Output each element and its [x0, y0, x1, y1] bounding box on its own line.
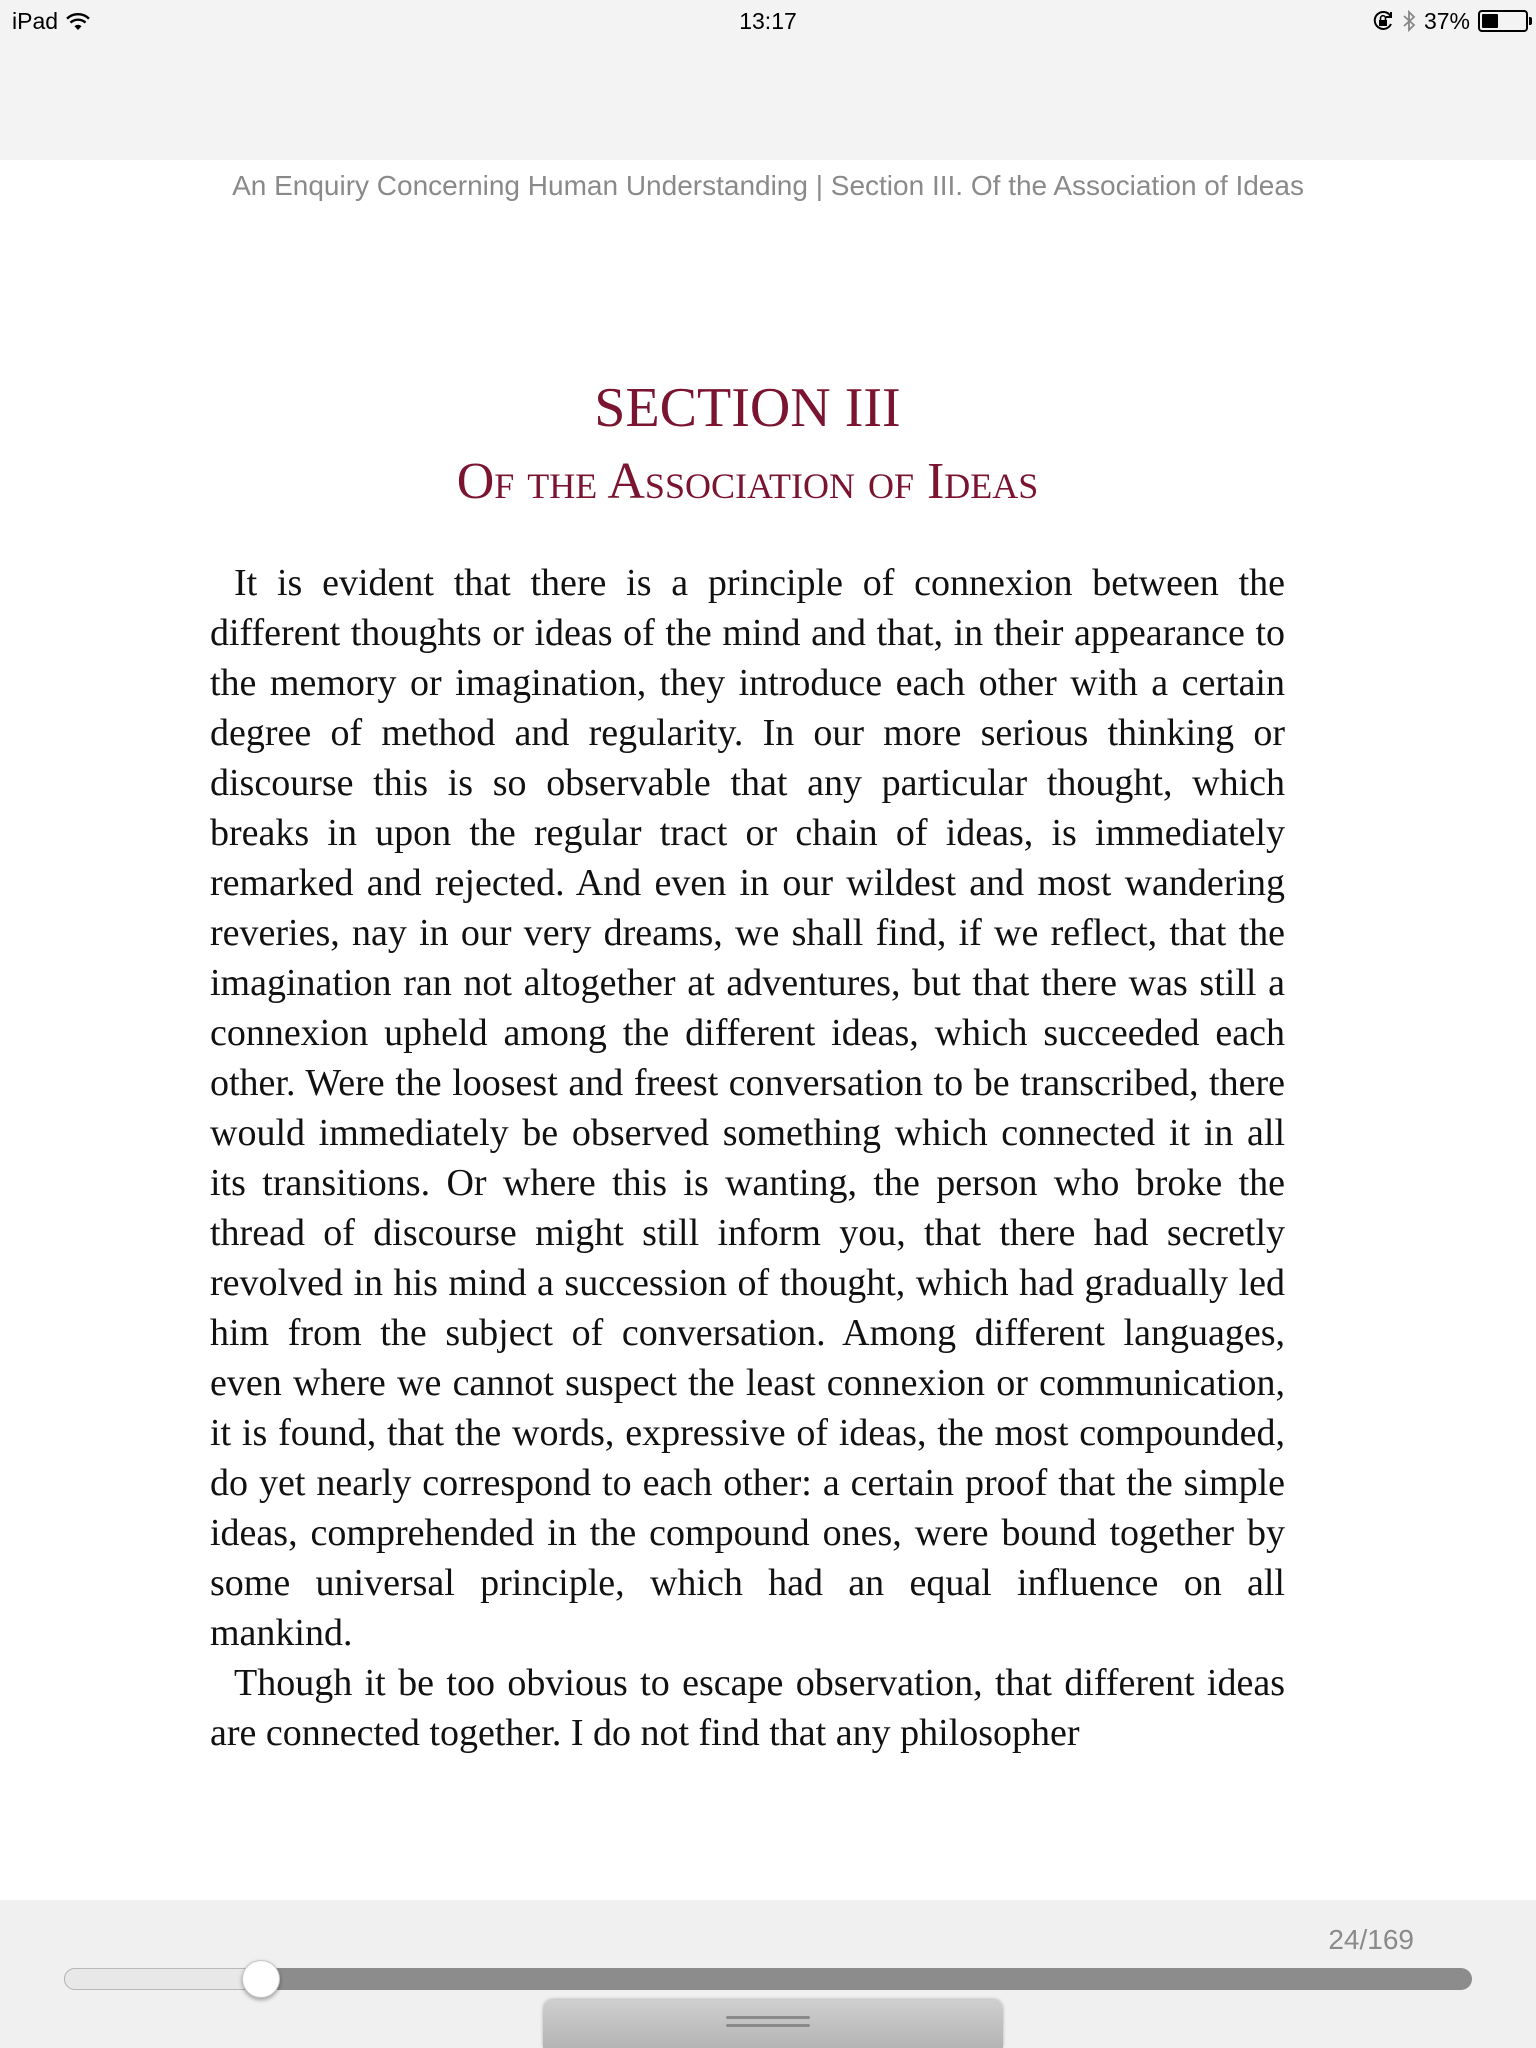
- section-title: SECTION III: [594, 377, 901, 439]
- status-bar: [0, 0, 1536, 160]
- battery-percent: 37%: [1423, 7, 1470, 34]
- battery-tip: [1529, 17, 1532, 25]
- page-slider-progress: [64, 1968, 261, 1990]
- book-page[interactable]: [210, 370, 1285, 1758]
- body-text: [210, 558, 1285, 1758]
- paragraph: Though it be too obvious to escape observation, that different ideas are connected together. I do not find that any philosopher: [210, 1662, 1285, 1754]
- status-time: 13:17: [739, 8, 797, 34]
- battery-icon: [1478, 10, 1528, 32]
- bluetooth-icon: [1402, 10, 1416, 32]
- device-name: iPad: [12, 8, 59, 34]
- page-counter: 24/169: [1328, 1924, 1414, 1955]
- section-subtitle: Of the Association of Ideas: [456, 453, 1039, 510]
- paragraph: It is evident that there is a principle of connexion between the different thoughts or ideas of the mind and that, in their appearance to the memory or imagination, they introduce each other with a certain degree of method and regularity. In our more serious thinking or discourse this is so observable that any particular thought, which breaks in upon the regular tract or chain of ideas, is immediately remarked and rejected. And even in our wildest and most wandering reveries, nay in our very dreams, we shall find, if we reflect, that the imagination ran not altogether at adventures, but that there was still a connexion upheld among the different ideas, which succeeded each other. Were the loosest and freest conversation to be transcribed, there would immediately be observed something which connected it in all its transitions. Or where this is wanting, the person who broke the thread of discourse might still inform you, that there had secretly revolved in his mind a succession of thought, which had gradually led him from the subject of conversation. Among different languages, even where we cannot suspect the least connexion or communication, it is found, that the words, expressive of ideas, the most compounded, do yet nearly correspond to each other: a certain proof that the simple ideas, comprehended in the compound ones, were bound together by some universal principle, which had an equal influence on all mankind.: [210, 562, 1285, 1654]
- page-slider-thumb[interactable]: [242, 1960, 280, 1998]
- drawer-handle[interactable]: [543, 2000, 1003, 2048]
- book-running-header[interactable]: An Enquiry Concerning Human Understanding | Section III. Of the Association of Ideas: [232, 170, 1304, 201]
- grip-icon: [726, 2016, 810, 2034]
- status-bar-right: [1364, 7, 1528, 35]
- battery-level-fill: [1482, 14, 1498, 28]
- orientation-lock-icon: [1372, 10, 1394, 32]
